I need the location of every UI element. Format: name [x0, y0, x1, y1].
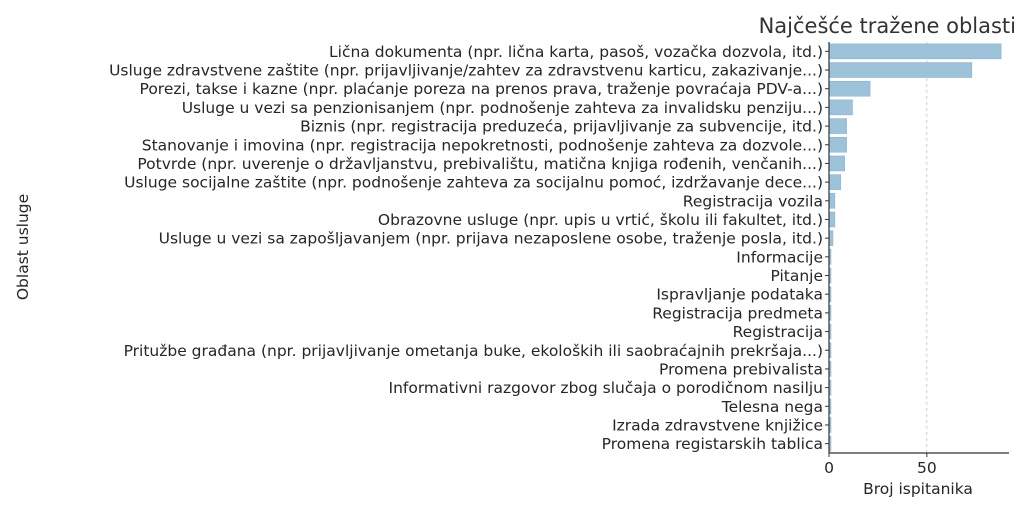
category-label: Obrazovne usluge (npr. upis u vrtić, školu ili fakultet, itd.) — [377, 210, 823, 229]
bar — [829, 137, 847, 152]
x-tick-label: 50 — [916, 459, 937, 477]
category-label: Izrada zdravstvene knjižice — [612, 416, 823, 435]
category-label: Usluge zdravstvene zaštite (npr. prijavljivanje/zahtev za zdravstvenu karticu, zakazivanje...) — [109, 61, 823, 80]
category-label: Registracija vozila — [682, 192, 823, 211]
category-label: Biznis (npr. registracija preduzeća, prijavljivanje za subvencije, itd.) — [300, 117, 823, 136]
category-label: Usluge socijalne zaštite (npr. podnošenje zahteva za socijalnu pomoć, izdržavanje dece...) — [124, 173, 823, 192]
x-tick-label: 0 — [824, 459, 834, 477]
bar — [829, 156, 845, 171]
category-label: Pitanje — [770, 267, 823, 286]
category-label: Stanovanje i imovina (npr. registracija nepokretnosti, podnošenje zahteva za dozvole...) — [141, 136, 823, 155]
category-label: Pritužbe građana (npr. prijavljivanje ometanja buke, ekoloških ili saobraćajnih prekršaja...) — [123, 341, 823, 360]
bar — [829, 100, 852, 115]
category-label: Informativni razgovor zbog slučaja o porodičnom nasilju — [388, 379, 823, 398]
category-label: Registracija predmeta — [652, 304, 823, 323]
category-label: Telesna nega — [721, 397, 823, 416]
bars-layer — [829, 44, 1001, 451]
category-label: Usluge u vezi sa penzionisanjem (npr. podnošenje zahteva za invalidsku penziju...) — [181, 98, 823, 117]
category-label: Ispravljanje podataka — [656, 285, 823, 304]
bar — [829, 44, 1001, 59]
bar — [829, 175, 841, 190]
bar — [829, 193, 835, 208]
chart-title: Najčešće tražene oblasti — [758, 14, 1016, 38]
y-axis-title: Oblast usluge — [14, 193, 32, 301]
category-label: Informacije — [736, 248, 823, 267]
category-labels — [109, 43, 823, 453]
bar — [829, 81, 870, 96]
category-label: Potvrde (npr. uverenje o državljanstvu, prebivalištu, matična knjiga rođenih, venčanih...) — [137, 154, 823, 173]
category-label: Registracija — [732, 323, 823, 342]
x-tick-labels — [824, 459, 937, 477]
bar — [829, 119, 847, 134]
category-label: Promena prebivalista — [659, 360, 823, 379]
bar — [829, 212, 835, 227]
category-label: Promena registarskih tablica — [601, 435, 823, 454]
bar — [829, 63, 972, 78]
category-label: Usluge u vezi sa zapošljavanjem (npr. prijava nezaposlene osobe, traženje posla, itd.) — [158, 229, 823, 248]
category-label: Porezi, takse i kazne (npr. plaćanje poreza na prenos prava, traženje povraćaja PDV-a...) — [139, 80, 823, 99]
category-label: Lična dokumenta (npr. lična karta, pasoš, vozačka dozvola, itd.) — [329, 42, 823, 61]
x-axis-title: Broj ispitanika — [863, 480, 973, 498]
